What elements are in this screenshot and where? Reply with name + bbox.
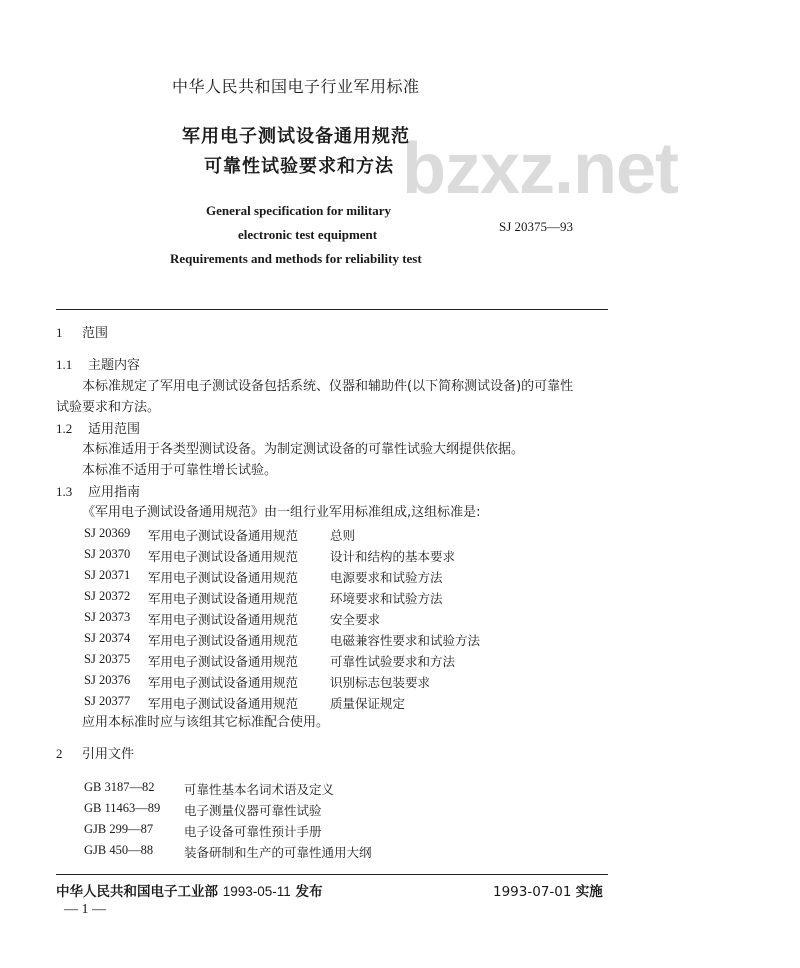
english-title-line-2: electronic test equipment xyxy=(238,227,378,242)
standard-series: 军用电子测试设备通用规范 xyxy=(148,633,299,648)
standard-part: 可靠性试验要求和方法 xyxy=(330,654,456,669)
standard-code: SJ 20376 xyxy=(84,673,131,687)
issuer: 中华人民共和国电子工业部 xyxy=(56,884,218,900)
subsection-number: 1.3 xyxy=(56,484,73,499)
title-line-2: 可靠性试验要求和方法 xyxy=(204,156,394,177)
effective-info xyxy=(493,880,603,900)
subsection-title: 主题内容 xyxy=(88,358,141,373)
reference-code: GJB 450—88 xyxy=(84,843,154,857)
effective-word: 实施 xyxy=(575,884,603,900)
issue-word: 发布 xyxy=(295,884,323,900)
issue-date: 1993-05-11 xyxy=(222,884,291,899)
standard-part: 电源要求和试验方法 xyxy=(330,570,443,585)
reference-code: GB 11463—89 xyxy=(84,801,161,815)
standard-part: 电磁兼容性要求和试验方法 xyxy=(330,633,481,648)
subsection-1-3-heading xyxy=(56,484,140,501)
watermark: bzxz.net xyxy=(402,129,679,209)
section-2-heading xyxy=(56,746,134,763)
subsection-number: 1.2 xyxy=(56,421,73,436)
standard-part: 环境要求和试验方法 xyxy=(330,591,443,606)
standard-series: 军用电子测试设备通用规范 xyxy=(148,528,299,543)
issue-info xyxy=(56,880,322,900)
paragraph-line: 本标准规定了军用电子测试设备包括系统、仪器和辅助件(以下简称测试设备)的可靠性 xyxy=(82,379,574,394)
standard-part: 设计和结构的基本要求 xyxy=(330,549,456,564)
paragraph-line: 应用本标准时应与该组其它标准配合使用。 xyxy=(82,715,330,730)
section-1-heading xyxy=(56,325,108,342)
paragraph-line: 本标准不适用于可靠性增长试验。 xyxy=(82,463,278,478)
standard-series: 军用电子测试设备通用规范 xyxy=(148,570,299,585)
reference-title: 装备研制和生产的可靠性通用大纲 xyxy=(184,845,372,860)
standard-code: SJ 20373 xyxy=(84,610,131,624)
subsection-1-2-heading xyxy=(56,421,140,438)
english-title-line-3: Requirements and methods for reliability test xyxy=(170,251,422,266)
section-title: 范围 xyxy=(82,326,109,341)
standard-series: 军用电子测试设备通用规范 xyxy=(148,654,299,669)
standard-code: SJ 20377 xyxy=(84,694,131,708)
subsection-number: 1.1 xyxy=(56,357,73,372)
standard-series: 军用电子测试设备通用规范 xyxy=(148,675,299,690)
header-divider xyxy=(56,309,608,310)
standard-part: 安全要求 xyxy=(330,612,381,627)
standard-code: SJ 20370 xyxy=(84,547,131,561)
subsection-title: 适用范围 xyxy=(88,422,141,437)
reference-code: GB 3187—82 xyxy=(84,780,155,794)
standard-part: 质量保证规定 xyxy=(330,696,406,711)
paragraph-line: 试验要求和方法。 xyxy=(56,400,161,415)
reference-title: 可靠性基本名词术语及定义 xyxy=(184,782,335,797)
section-number: 1 xyxy=(56,325,63,340)
standard-category: 中华人民共和国电子行业军用标准 xyxy=(172,77,420,96)
standard-code: SJ 20374 xyxy=(84,631,131,645)
paragraph-line: 《军用电子测试设备通用规范》由一组行业军用标准组成,这组标准是: xyxy=(82,505,481,520)
page-number: — 1 — xyxy=(64,902,106,917)
standard-series: 军用电子测试设备通用规范 xyxy=(148,612,299,627)
paragraph-line: 本标准适用于各类型测试设备。为制定测试设备的可靠性试验大纲提供依据。 xyxy=(82,442,525,457)
section-title: 引用文件 xyxy=(82,747,135,762)
standard-code: SJ 20372 xyxy=(84,589,131,603)
standard-number: SJ 20375—93 xyxy=(499,219,574,234)
standard-series: 军用电子测试设备通用规范 xyxy=(148,549,299,564)
standard-part: 总则 xyxy=(330,528,356,543)
standard-code: SJ 20375 xyxy=(84,652,131,666)
reference-code: GJB 299—87 xyxy=(84,822,154,836)
reference-title: 电子测量仪器可靠性试验 xyxy=(184,803,322,818)
standard-series: 军用电子测试设备通用规范 xyxy=(148,591,299,606)
footer-divider xyxy=(56,874,608,875)
english-title-line-1: General specification for military xyxy=(206,203,391,218)
title-line-1: 军用电子测试设备通用规范 xyxy=(182,126,410,147)
standard-code: SJ 20371 xyxy=(84,568,131,582)
effective-date: 1993-07-01 xyxy=(493,884,572,900)
subsection-title: 应用指南 xyxy=(88,485,141,500)
subsection-1-1-heading xyxy=(56,357,140,374)
reference-title: 电子设备可靠性预计手册 xyxy=(184,824,322,839)
standard-series: 军用电子测试设备通用规范 xyxy=(148,696,299,711)
standard-code: SJ 20369 xyxy=(84,526,131,540)
section-number: 2 xyxy=(56,746,63,761)
standard-part: 识别标志包装要求 xyxy=(330,675,431,690)
